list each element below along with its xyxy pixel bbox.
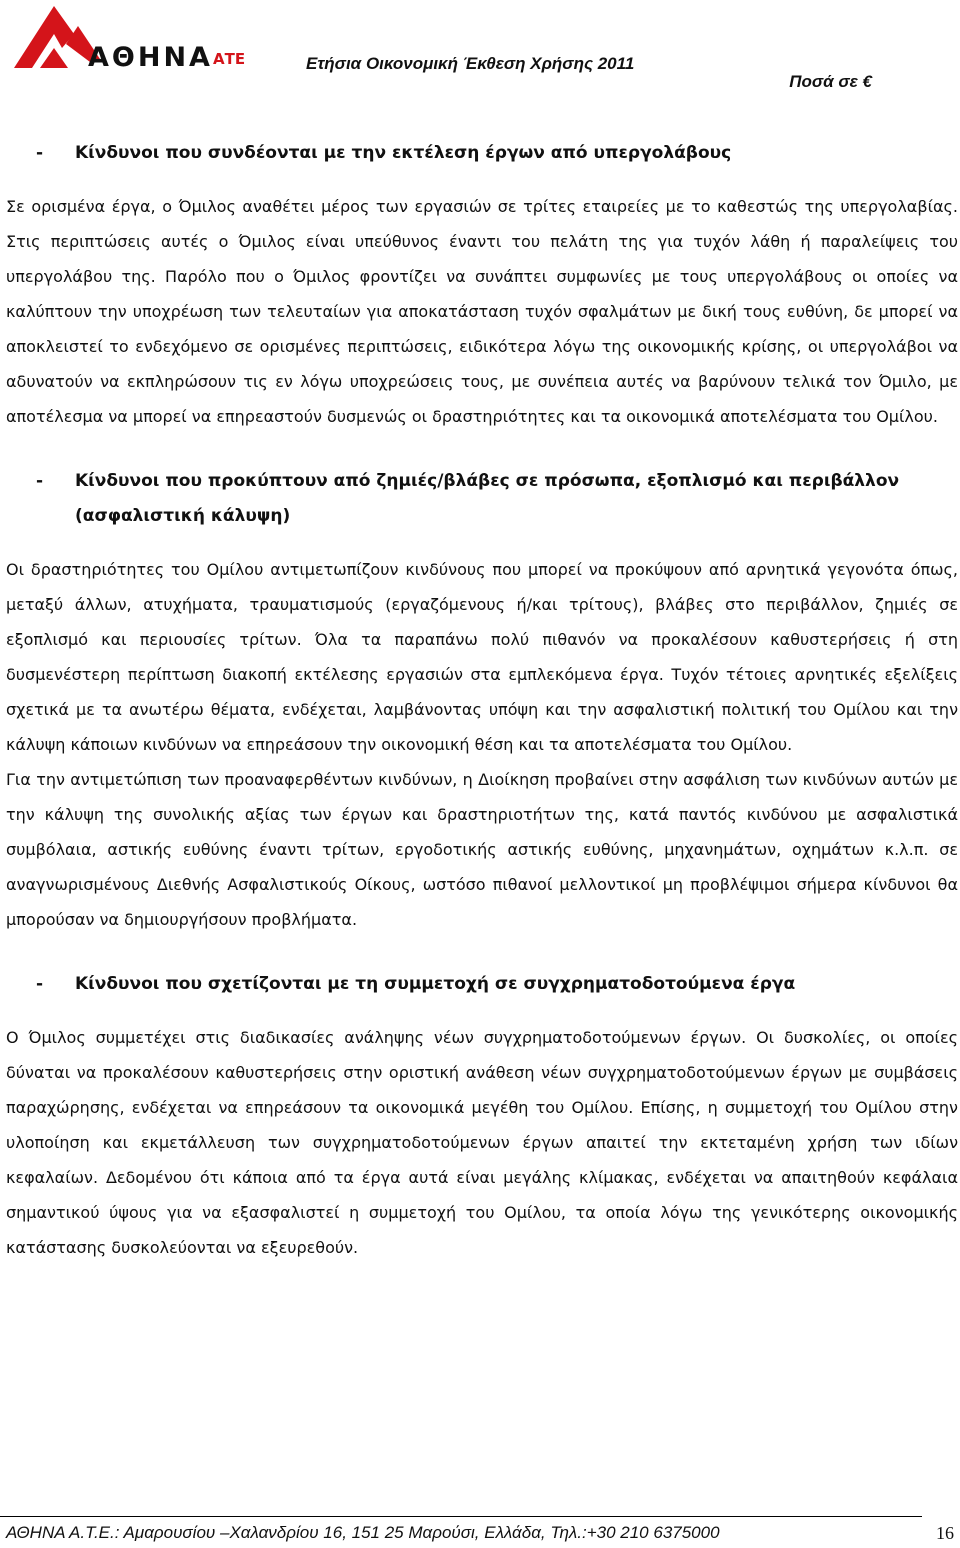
- company-logo: [10, 4, 260, 73]
- logo-suffix: ΑΤΕ: [213, 50, 246, 68]
- currency-note: Ποσά σε €: [789, 72, 872, 91]
- section-title: Κίνδυνοι που προκύπτουν από ζημιές/βλάβες σε πρόσωπα, εξοπλισμό και περιβάλλον (ασφαλιστική κάλυψη): [75, 471, 900, 526]
- footer-address: [6, 1523, 720, 1543]
- page-number: 16: [936, 1523, 954, 1543]
- paragraph: Οι δραστηριότητες του Ομίλου αντιμετωπίζουν κινδύνους που μπορεί να προκύψουν από αρνητικά γεγονότα όπως, μεταξύ άλλων, ατυχήματα, τραυματισμούς (εργαζόμενους ή/και τρίτους), βλάβες στο περιβάλλον, ζημιές σε εξοπλισμό και περιουσίες τρίτων. Όλα τα παραπάνω πολύ πιθανόν να προκαλέσουν καθυστερήσεις ή στη δυσμενέστερη περίπτωση διακοπή εκτέλεσης εργασιών στα εμπλεκόμενα έργα. Τυχόν τέτοιες αρνητικές εξελίξεις σχετικά με τα ανωτέρω θέματα, ενδέχεται, λαμβάνοντας υπόψη και την ασφαλιστική πολιτική του Ομίλου και την κάλυψη κάποιων κινδύνων να επηρεάσουν την οικονομική θέση και τα αποτελέσματα του Ομίλου.: [6, 560, 958, 754]
- section-heading: [6, 136, 958, 171]
- section-title: Κίνδυνοι που σχετίζονται με τη συμμετοχή σε συγχρηματοδοτούμενα έργα: [75, 974, 796, 994]
- bullet-dash: -: [36, 471, 44, 491]
- paragraph: Για την αντιμετώπιση των προαναφερθέντων κινδύνων, η Διοίκηση προβαίνει στην ασφάλιση των κινδύνων αυτών με την κάλυψη της συνολικής αξίας των έργων και δραστηριοτήτων της, κατά παντός κινδύνου με ασφαλιστικά συμβόλαια, αστικής ευθύνης έναντι τρίτων, εργοδοτικής αστικής ευθύνης, μηχανημάτων, οχημάτων κ.λ.π. σε αναγνωρισμένους Διεθνής Ασφαλιστικούς Οίκους, ωστόσο πιθανοί μελλοντικοί μη προβλέψιμοι σήμερα κίνδυνοι θα μπορούσαν να δημιουργήσουν προβλήματα.: [6, 770, 958, 929]
- footer-address-line: : Αμαρουσίου –Χαλανδρίου 16, 151 25 Μαρούσι, Ελλάδα, Τηλ.:+30 210 6375000: [114, 1523, 720, 1542]
- logo-wordmark: ΑΘΗΝΑ: [88, 42, 213, 73]
- paragraph: Σε ορισμένα έργα, ο Όμιλος αναθέτει μέρος των εργασιών σε τρίτες εταιρείες με το καθεστώς της υπεργολαβίας. Στις περιπτώσεις αυτές ο Όμιλος είναι υπεύθυνος έναντι του πελάτη της για τυχόν λάθη ή παραλείψεις του υπεργολάβου της. Παρόλο που ο Όμιλος φροντίζει να συνάπτει συμφωνίες με τους υπεργολάβους οι οποίες να καλύπτουν την υποχρέωση των τελευταίων για αποκατάσταση τυχόν σφαλμάτων με δική τους ευθύνη, δε μπορεί να αποκλειστεί το ενδεχόμενο σε ορισμένες περιπτώσεις, ειδικότερα λόγω της οικονομικής κρίσης, οι υπεργολάβοι να αδυνατούν να εκπληρώσουν τις εν λόγω υποχρεώσεις τους, με συνέπεια αυτές να βαρύνουν τελικά τον Όμιλο, με αποτέλεσμα να μπορεί να επηρεαστούν δυσμενώς οι δραστηριότητες και τα οικονομικά αποτελέσματα του Ομίλου.: [6, 197, 958, 426]
- footer-divider: [0, 1516, 922, 1517]
- document-body: [6, 136, 958, 1265]
- bullet-dash: -: [36, 143, 44, 163]
- footer-company: ΑΘΗΝΑ Α.Τ.Ε.: [6, 1523, 115, 1542]
- section-title: Κίνδυνοι που συνδέονται με την εκτέλεση έργων από υπεργολάβους: [75, 143, 732, 163]
- page-header: [0, 0, 960, 110]
- section-heading: [6, 464, 958, 534]
- bullet-dash: -: [36, 974, 44, 994]
- report-title: Ετήσια Οικονομική Έκθεση Χρήσης 2011: [306, 54, 635, 73]
- paragraph: Ο Όμιλος συμμετέχει στις διαδικασίες ανάληψης νέων συγχρηματοδοτούμενων έργων. Οι δυσκολίες, οι οποίες δύναται να προκαλέσουν καθυστερήσεις στην οριστική ανάθεση νέων συγχρηματοδοτούμενων έργων με συμβάσεις παραχώρησης, ενδέχεται να επηρεάσουν τα οικονομικά μεγέθη του Ομίλου. Επίσης, η συμμετοχή του Ομίλου στην υλοποίηση και εκμετάλλευση των συγχρηματοδοτούμενων έργων απαιτεί την εκτεταμένη χρήση των ιδίων κεφαλαίων. Δεδομένου ότι κάποια από τα έργα αυτά είναι μεγάλης κλίμακας, ενδέχεται να απαιτηθούν κεφάλαια σημαντικού ύψους για να εξασφαλιστεί η συμμετοχή του Ομίλου, τα οποία λόγω της γενικότερης οικονομικής κατάστασης δυσκολεύονται να εξευρεθούν.: [6, 1028, 958, 1257]
- section-heading: [6, 967, 958, 1002]
